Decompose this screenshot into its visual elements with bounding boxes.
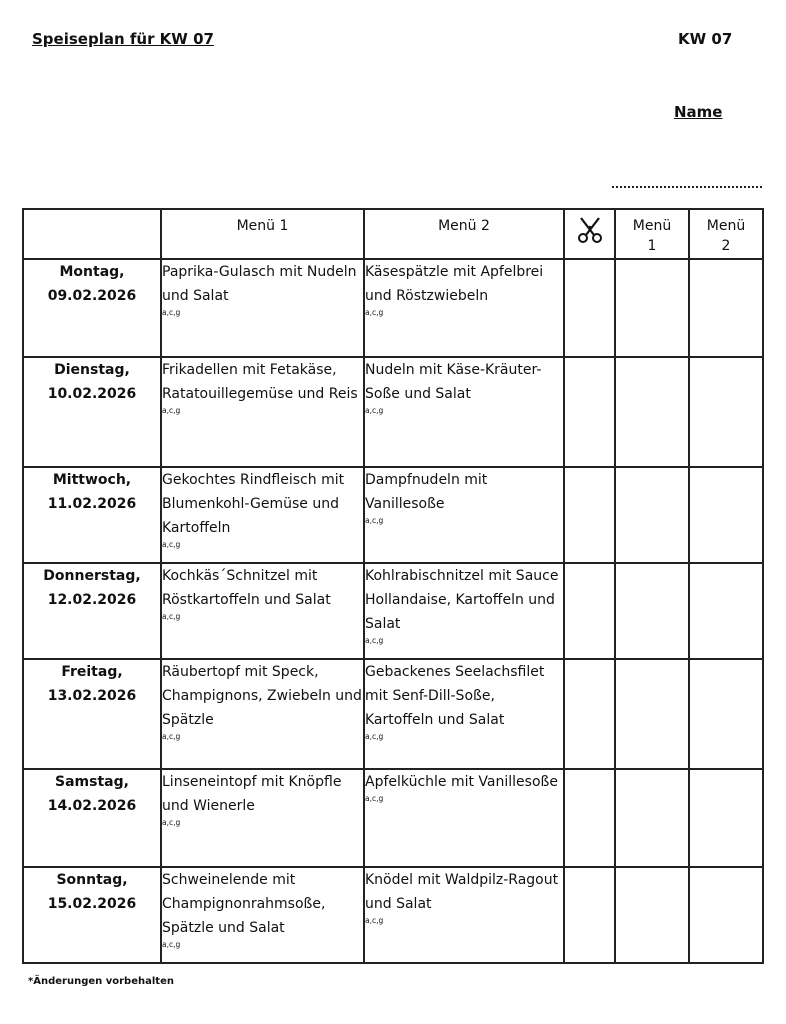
- scissors-icon: [575, 215, 605, 245]
- table-row: [23, 563, 763, 659]
- order-menu1-checkbox[interactable]: [615, 467, 689, 563]
- header-day-cell: [23, 209, 161, 259]
- table-row: [23, 867, 763, 963]
- scissor-cell: [564, 769, 615, 867]
- name-entry-line[interactable]: [612, 186, 762, 188]
- menu2-cell: Gebackenes Seelachsfilet mit Senf-Dill-Soße, Kartoffeln und Salat a,c,g: [364, 659, 564, 769]
- table-row: [23, 259, 763, 357]
- order-menu2-checkbox[interactable]: [689, 769, 763, 867]
- header-menu2: Menü 2: [364, 209, 564, 259]
- order-menu2-checkbox[interactable]: [689, 563, 763, 659]
- order-menu2-checkbox[interactable]: [689, 659, 763, 769]
- day-cell: Mittwoch, 11.02.2026: [23, 467, 161, 563]
- order-menu2-checkbox[interactable]: [689, 357, 763, 467]
- week-label: KW 07: [678, 30, 733, 48]
- menu1-cell: Räubertopf mit Speck, Champignons, Zwiebeln und Spätzle a,c,g: [161, 659, 364, 769]
- scissor-cell: [564, 467, 615, 563]
- name-label: Name: [674, 103, 723, 121]
- menu1-cell: Gekochtes Rindfleisch mit Blumenkohl-Gemüse und Kartoffeln a,c,g: [161, 467, 364, 563]
- scissor-cell: [564, 259, 615, 357]
- scissor-cell: [564, 867, 615, 963]
- menu2-cell: Nudeln mit Käse-Kräuter-Soße und Salat a,c,g: [364, 357, 564, 467]
- header-order-menu1: Menü 1: [615, 209, 689, 259]
- day-cell: Freitag, 13.02.2026: [23, 659, 161, 769]
- table-row: [23, 467, 763, 563]
- table-row: [23, 769, 763, 867]
- menu2-cell: Apfelküchle mit Vanillesoße a,c,g: [364, 769, 564, 867]
- header-scissor: [564, 209, 615, 259]
- menu1-cell: Kochkäs´Schnitzel mit Röstkartoffeln und Salat a,c,g: [161, 563, 364, 659]
- footnote: *Änderungen vorbehalten: [28, 976, 174, 987]
- menu1-cell: Schweinelende mit Champignonrahmsoße, Spätzle und Salat a,c,g: [161, 867, 364, 963]
- table-row: [23, 659, 763, 769]
- day-cell: Montag, 09.02.2026: [23, 259, 161, 357]
- menu1-cell: Linseneintopf mit Knöpfle und Wienerle a,c,g: [161, 769, 364, 867]
- menu2-cell: Dampfnudeln mit Vanillesoße a,c,g: [364, 467, 564, 563]
- menu-table: [22, 208, 764, 964]
- order-menu2-checkbox[interactable]: [689, 467, 763, 563]
- table-row: [23, 357, 763, 467]
- order-menu1-checkbox[interactable]: [615, 357, 689, 467]
- menu2-cell: Käsespätzle mit Apfelbrei und Röstzwiebeln a,c,g: [364, 259, 564, 357]
- day-cell: Dienstag, 10.02.2026: [23, 357, 161, 467]
- order-menu2-checkbox[interactable]: [689, 259, 763, 357]
- scissor-cell: [564, 357, 615, 467]
- order-menu1-checkbox[interactable]: [615, 563, 689, 659]
- scissor-cell: [564, 563, 615, 659]
- scissor-cell: [564, 659, 615, 769]
- menu1-cell: Paprika-Gulasch mit Nudeln und Salat a,c,g: [161, 259, 364, 357]
- page-title: Speiseplan für KW 07: [32, 30, 214, 48]
- order-menu2-checkbox[interactable]: [689, 867, 763, 963]
- header-order-menu2: Menü 2: [689, 209, 763, 259]
- menu2-cell: Knödel mit Waldpilz-Ragout und Salat a,c,g: [364, 867, 564, 963]
- menu1-cell: Frikadellen mit Fetakäse, Ratatouillegemüse und Reis a,c,g: [161, 357, 364, 467]
- header-menu1: Menü 1: [161, 209, 364, 259]
- order-menu1-checkbox[interactable]: [615, 259, 689, 357]
- order-menu1-checkbox[interactable]: [615, 769, 689, 867]
- menu2-cell: Kohlrabischnitzel mit Sauce Hollandaise, Kartoffeln und Salat a,c,g: [364, 563, 564, 659]
- day-cell: Samstag, 14.02.2026: [23, 769, 161, 867]
- day-cell: Donnerstag, 12.02.2026: [23, 563, 161, 659]
- day-cell: Sonntag, 15.02.2026: [23, 867, 161, 963]
- order-menu1-checkbox[interactable]: [615, 867, 689, 963]
- order-menu1-checkbox[interactable]: [615, 659, 689, 769]
